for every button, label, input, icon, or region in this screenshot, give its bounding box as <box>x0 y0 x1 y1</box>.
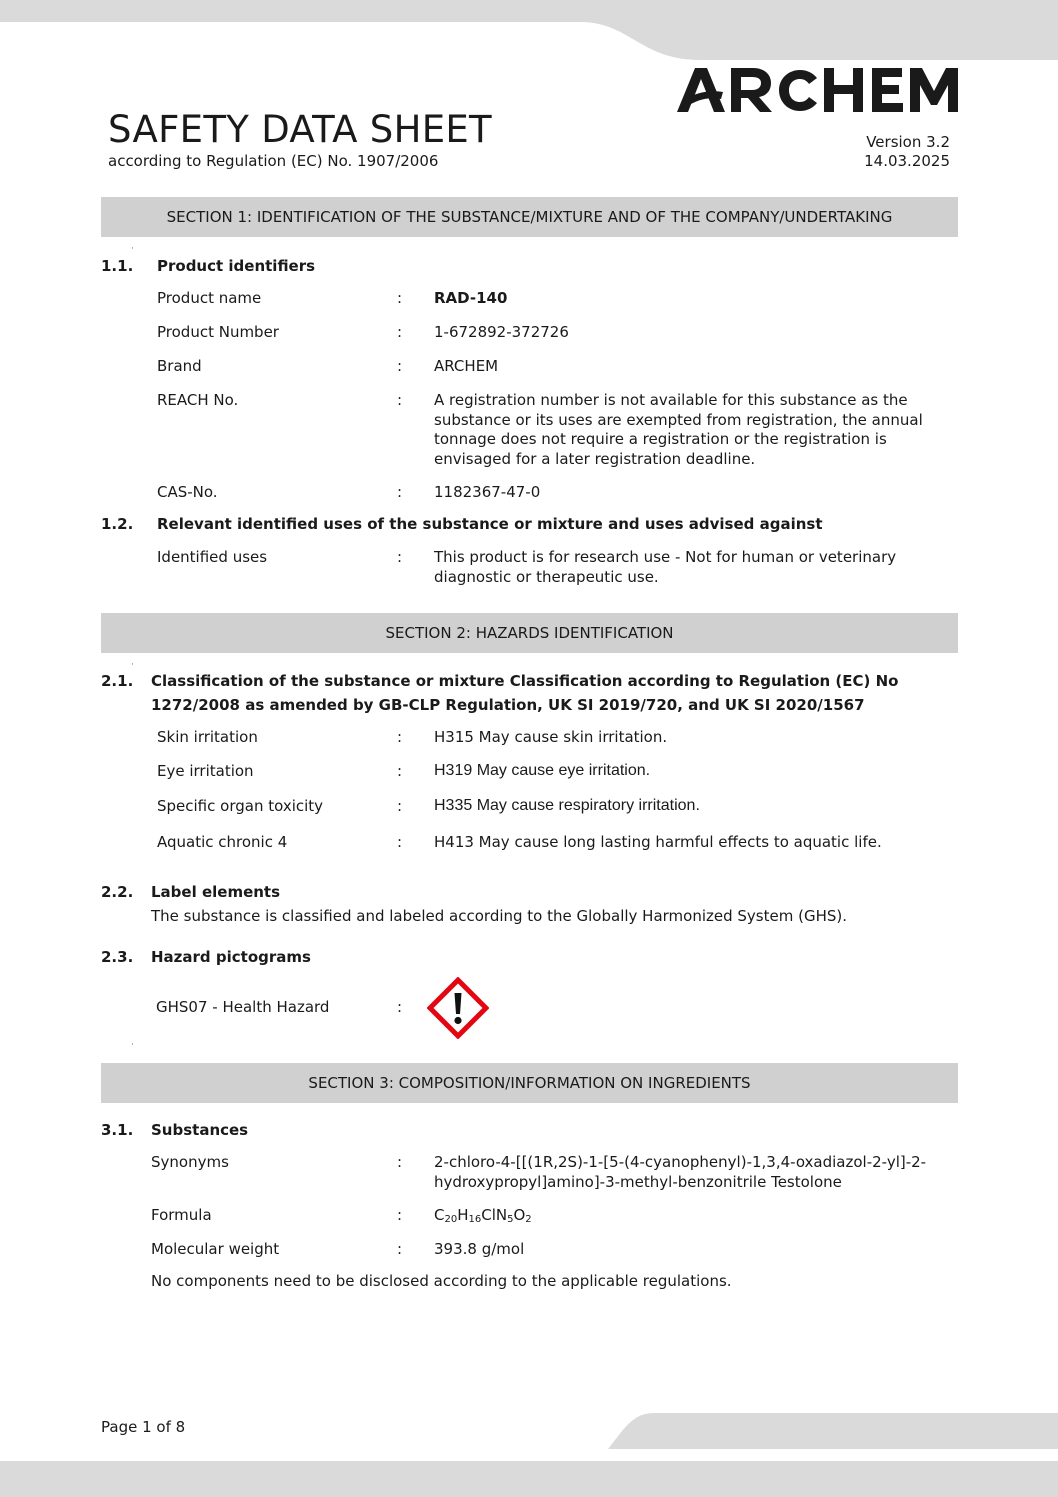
product-number-label: Product Number <box>157 323 279 341</box>
colon: : <box>397 797 403 815</box>
formula-count-n: 5 <box>507 1214 514 1225</box>
molecular-weight-label: Molecular weight <box>151 1240 280 1258</box>
formula-count-o: 2 <box>525 1214 532 1225</box>
molecular-weight-value: 393.8 g/mol <box>434 1240 525 1258</box>
formula-element-c: C <box>434 1206 445 1224</box>
identified-uses-label: Identified uses <box>157 548 268 566</box>
cas-value: 1182367-47-0 <box>434 483 541 501</box>
formula-value <box>434 1206 532 1224</box>
eye-irritation-label: Eye irritation <box>157 762 254 780</box>
colon: : <box>397 762 403 780</box>
version-date: 14.03.2025 <box>864 152 950 170</box>
colon: : <box>397 1206 403 1224</box>
ghs07-label: GHS07 - Health Hazard <box>156 998 330 1016</box>
colon: : <box>397 833 403 851</box>
archem-logo <box>677 66 959 114</box>
formula-count-h: 16 <box>468 1214 482 1225</box>
subsection-2-1-title: Classification of the substance or mixture Classification according to Regulation (EC) No 1272/2008 as amended by GB-CLP Regulation, UK SI 2019/720, and UK SI 2020/1567 <box>151 672 899 714</box>
subsection-3-1-number: 3.1. <box>101 1121 134 1139</box>
subsection-2-3-title: Hazard pictograms <box>151 948 311 966</box>
organ-toxicity-value: H335 May cause respiratory irritation. <box>434 797 700 814</box>
product-name-value: RAD-140 <box>434 289 508 307</box>
product-name-label: Product name <box>157 289 262 307</box>
subsection-1-1-title: Product identifiers <box>157 257 316 275</box>
archem-logo-icon <box>677 66 959 114</box>
ghs07-exclamation-icon <box>427 977 489 1039</box>
formula-element-h: H <box>457 1206 469 1224</box>
colon: : <box>397 289 403 307</box>
brand-value: ARCHEM <box>434 357 499 375</box>
colon: : <box>397 548 403 566</box>
colon: : <box>397 357 403 375</box>
colon: : <box>397 483 403 501</box>
section-2-heading: SECTION 2: HAZARDS IDENTIFICATION <box>101 613 958 653</box>
regulation-subtitle: according to Regulation (EC) No. 1907/2006 <box>108 152 439 170</box>
formula-element-cln: ClN <box>481 1206 508 1224</box>
colon: : <box>397 1240 403 1258</box>
colon: : <box>397 1153 403 1171</box>
synonyms-value: 2-chloro-4-[[(1R,2S)-1-[5-(4-cyanophenyl)-1,3,4-oxadiazol-2-yl]-2-hydroxypropyl]amino]-3-methyl-benzonitrile Testolone <box>434 1153 927 1191</box>
version-number: Version 3.2 <box>866 133 950 151</box>
colon: : <box>397 323 403 341</box>
product-number-value: 1-672892-372726 <box>434 323 569 341</box>
stray-dot: · <box>131 1040 134 1050</box>
reach-label: REACH No. <box>157 391 239 409</box>
subsection-2-1-number: 2.1. <box>101 672 134 690</box>
colon: : <box>397 998 403 1016</box>
subsection-1-1-number: 1.1. <box>101 257 134 275</box>
subsection-1-2-number: 1.2. <box>101 515 134 533</box>
synonyms-label: Synonyms <box>151 1153 229 1171</box>
colon: : <box>397 391 403 409</box>
identified-uses-value: This product is for research use - Not for human or veterinary diagnostic or therapeutic use. <box>434 548 897 586</box>
section-3-heading: SECTION 3: COMPOSITION/INFORMATION ON INGREDIENTS <box>101 1063 958 1103</box>
skin-irritation-value: H315 May cause skin irritation. <box>434 728 668 746</box>
stray-dot: · <box>131 660 134 670</box>
cas-label: CAS-No. <box>157 483 218 501</box>
stray-dot: · <box>131 244 134 254</box>
subsection-3-1-title: Substances <box>151 1121 249 1139</box>
aquatic-chronic-value: H413 May cause long lasting harmful effects to aquatic life. <box>434 833 882 851</box>
formula-count-c: 20 <box>444 1214 458 1225</box>
aquatic-chronic-label: Aquatic chronic 4 <box>157 833 288 851</box>
subsection-1-2-title: Relevant identified uses of the substance or mixture and uses advised against <box>157 515 823 533</box>
components-note: No components need to be disclosed according to the applicable regulations. <box>151 1272 732 1290</box>
version-block <box>864 133 950 171</box>
skin-irritation-label: Skin irritation <box>157 728 258 746</box>
colon: : <box>397 728 403 746</box>
brand-label: Brand <box>157 357 202 375</box>
subsection-2-3-number: 2.3. <box>101 948 134 966</box>
organ-toxicity-label: Specific organ toxicity <box>157 797 324 815</box>
page-indicator: Page 1 of 8 <box>101 1418 186 1436</box>
formula-label: Formula <box>151 1206 212 1224</box>
formula-element-o: O <box>513 1206 526 1224</box>
label-elements-text: The substance is classified and labeled according to the Globally Harmonized System (GHS). <box>151 907 848 925</box>
subsection-2-2-number: 2.2. <box>101 883 134 901</box>
document-title: SAFETY DATA SHEET <box>108 108 492 151</box>
reach-value: A registration number is not available for this substance as the substance or its uses are exempted from registration, the annual tonnage does not require a registration or the registration is envisaged for a later registration deadline. <box>434 391 923 468</box>
subsection-2-2-title: Label elements <box>151 883 281 901</box>
top-decor-band <box>0 0 1058 60</box>
section-1-heading: SECTION 1: IDENTIFICATION OF THE SUBSTANCE/MIXTURE AND OF THE COMPANY/UNDERTAKING <box>101 197 958 237</box>
eye-irritation-value: H319 May cause eye irritation. <box>434 762 651 779</box>
